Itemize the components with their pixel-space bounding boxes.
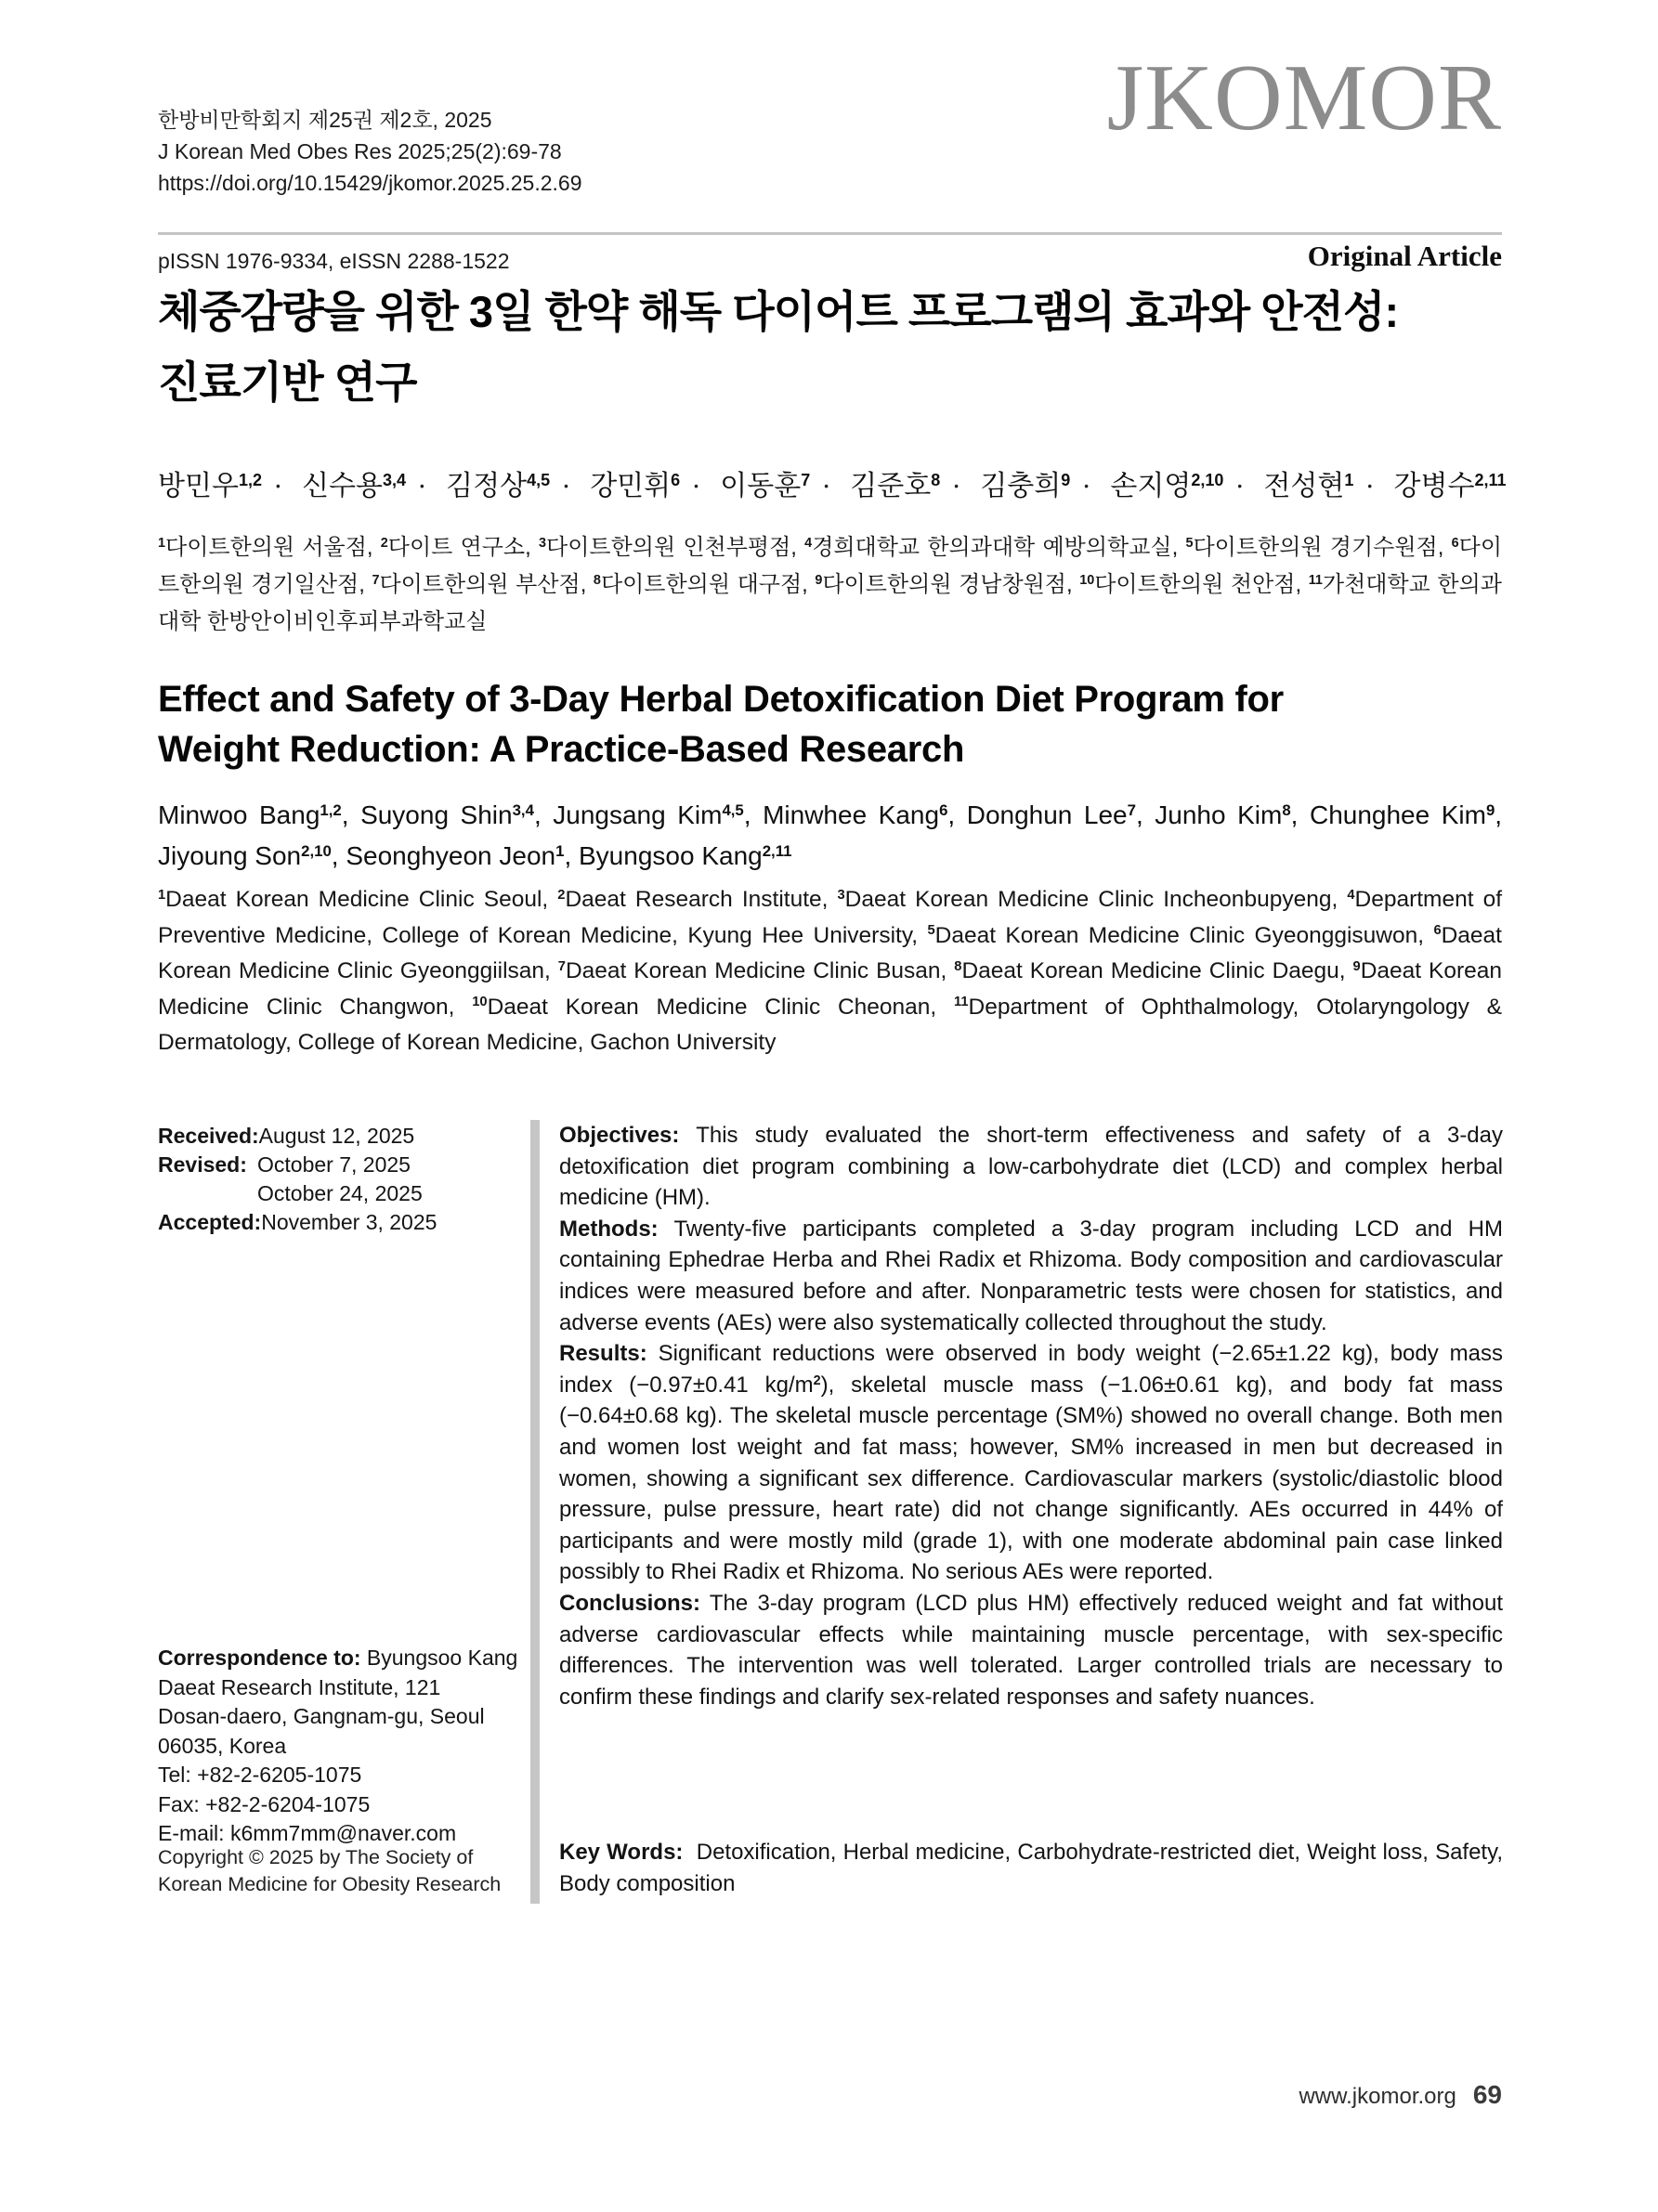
affiliation-number-superscript: 1 [158, 536, 166, 552]
abstract-section-label: Methods: [559, 1216, 659, 1242]
date-value: October 7, 2025 [257, 1152, 411, 1177]
affiliation-number-superscript: 9 [1352, 958, 1361, 974]
author-english: Chunghee Kim$^9$ , [1310, 800, 1502, 829]
date-label: Received: [158, 1124, 259, 1148]
journal-logo: JKOMOR [1106, 46, 1502, 150]
affiliation-korean: $^8$다이트한의원 대구점, [593, 572, 816, 597]
abstract-section-label: Objectives: [559, 1123, 680, 1148]
affiliation-number-superscript: 10 [472, 995, 488, 1010]
date-row [158, 1151, 525, 1179]
author-english: Jiyoung Son$^{2,10}$ , [158, 841, 346, 870]
keywords-label: Key Words: [559, 1840, 684, 1865]
date-label: Accepted: [158, 1210, 262, 1234]
affiliation-korean: $^9$다이트한의원 경남창원점, [815, 572, 1080, 597]
affiliation-number-superscript: 1 [158, 887, 166, 903]
correspondence-address-line: Dosan-daero, Gangnam-gu, Seoul [158, 1704, 485, 1728]
abstract-section-text: Significant reductions were observed in body weight (−2.65±1.22 kg), body mass index (−0.97±0.41 $kg/m^2$), skeletal muscle mass (−1.06±0.61 kg), and body fat mass (−0.64±0.68 kg). The skeletal muscle percentage (SM%) showed no overall change. Both men and women lost weight and fat mass; however, SM% increased in men but decreased in women, showing a significant sex difference. Cardiovascular markers (systolic/diastolic blood pressure, pulse pressure, heart rate) did not change significantly. AEs occurred in 44% of participants and were mostly mild (grade 1), with one moderate abdominal pain case linked possibly to Rhei Radix et Rhizoma. No serious AEs were reported. [559, 1341, 1504, 1585]
article-title-korean [158, 277, 1514, 418]
author-affiliation-superscript: 2,10 [1191, 471, 1224, 490]
correspondence-heading [158, 1644, 528, 1673]
abstract-section [559, 1588, 1503, 1712]
affiliation-number-superscript: 6 [1433, 923, 1442, 939]
author-affiliation-superscript: 8 [931, 471, 941, 490]
affiliation-english: $^7$Daeat Korean Medicine Clinic Busan, [557, 958, 955, 983]
author-affiliation-superscript: 1 [555, 841, 565, 860]
correspondence-address-line: Daeat Research Institute, 121 [158, 1674, 441, 1699]
author-affiliation-superscript: 1 [1344, 471, 1354, 490]
author-english: Byungsoo Kang$^{2,11}$ [579, 841, 792, 870]
author-english: Suyong Shin$^{3,4}$ , [360, 800, 553, 829]
author-affiliation-superscript: 4,5 [722, 800, 744, 819]
abstract-section-text: Twenty-five participants completed a 3-day program including LCD and HM containing Ephedrae Herba and Rhei Radix et Rhizoma. Body composition and cardiovascular indices were measured before and after. Nonparametric tests were chosen for statistics, and adverse events (AEs) were also systematically collected throughout the study. [559, 1216, 1503, 1335]
date-value: November 3, 2025 [261, 1210, 437, 1234]
date-row [158, 1122, 525, 1151]
author-korean: 김정상$^{4,5}$ • [446, 471, 582, 501]
correspondence-block [158, 1644, 528, 1849]
doi-link[interactable]: https://doi.org/10.15429/jkomor.2025.25.2.69 [158, 171, 582, 195]
author-list-korean [158, 462, 1514, 503]
article-title-english [158, 674, 1440, 774]
author-affiliation-superscript: 7 [801, 471, 811, 490]
author-affiliation-superscript: 6 [939, 800, 948, 819]
affiliation-english: $^9$Daeat Korean Medicine Clinic Changwon, [158, 958, 1503, 1020]
author-affiliation-superscript: 2,10 [301, 841, 332, 860]
author-affiliation-superscript: 3,4 [383, 471, 407, 490]
affiliation-list-korean [158, 529, 1502, 641]
affiliation-number-superscript: 8 [954, 958, 962, 974]
author-english: Minwhee Kang$^6$ , [763, 800, 967, 829]
correspondence-fax: Fax: +82-2-6204-1075 [158, 1791, 371, 1816]
correspondence-address [158, 1673, 528, 1762]
affiliation-english: $^1$Daeat Korean Medicine Clinic Seoul, [158, 887, 558, 912]
footer-url[interactable]: www.jkomor.org [1299, 2084, 1456, 2109]
affiliation-english: $^{10}$Daeat Korean Medicine Clinic Cheonan, [472, 994, 955, 1020]
affiliation-number-superscript: 11 [954, 995, 969, 1010]
author-english: Minwoo Bang$^{1,2}$ , [158, 800, 360, 829]
abstract-section-label: Results: [559, 1341, 647, 1367]
affiliation-number-superscript: 8 [593, 573, 601, 589]
date-row [158, 1208, 525, 1237]
author-list-english [158, 795, 1502, 877]
journal-citation: J Korean Med Obes Res 2025;25(2):69-78 [158, 139, 562, 163]
affiliation-korean: $^6$다이트한의원 경기일산점, [158, 535, 1503, 597]
author-affiliation-superscript: 9 [1485, 800, 1495, 819]
keywords-text: Detoxification, Herbal medicine, Carbohydrate-restricted diet, Weight loss, Safety, Body composition [559, 1840, 1503, 1896]
affiliation-number-superscript: 2 [380, 536, 388, 552]
affiliation-number-superscript: 6 [1451, 536, 1459, 552]
abstract-section [559, 1120, 1503, 1214]
correspondence-address-line: 06035, Korea [158, 1733, 287, 1758]
date-value: October 24, 2025 [257, 1181, 423, 1205]
received-dates-block [158, 1122, 525, 1237]
author-english: Jungsang Kim$^{4,5}$ , [553, 800, 763, 829]
affiliation-english: $^2$Daeat Research Institute, [557, 887, 838, 912]
affiliation-number-superscript: 9 [815, 573, 823, 589]
abstract-block [559, 1120, 1503, 1712]
author-korean: 신수용$^{3,4}$ • [302, 471, 438, 501]
affiliation-english: $^8$Daeat Korean Medicine Clinic Daegu, [954, 958, 1353, 983]
affiliation-number-superscript: 3 [539, 536, 547, 552]
author-affiliation-superscript: 4,5 [527, 471, 551, 490]
affiliation-number-superscript: 11 [1308, 573, 1323, 589]
author-english: Donghun Lee$^7$ , [967, 800, 1155, 829]
affiliation-korean: $^5$다이트한의원 경기수원점, [1185, 535, 1452, 560]
affiliation-number-superscript: 4 [804, 536, 813, 552]
article-type-label: Original Article [1307, 240, 1502, 272]
author-affiliation-superscript: 2,11 [1474, 471, 1507, 490]
article-title-korean-line1: 체중감량을 위한 3일 한약 해독 다이어트 프로그램의 효과와 안전성: [158, 287, 1399, 336]
author-affiliation-superscript: 9 [1061, 471, 1071, 490]
affiliation-number-superscript: 5 [1185, 536, 1194, 552]
author-affiliation-superscript: 7 [1127, 800, 1136, 819]
author-korean: 강민휘$^6$ • [590, 471, 712, 501]
affiliation-number-superscript: 10 [1079, 573, 1095, 589]
author-korean: 강병수$^{2,11}$ [1393, 471, 1507, 501]
affiliation-korean: $^7$다이트한의원 부산점, [372, 572, 594, 597]
date-label [158, 1179, 257, 1208]
affiliation-english: $^6$Daeat Korean Medicine Clinic Gyeonggiilsan, [158, 922, 1502, 983]
affiliation-english: $^4$Department of Preventive Medicine, College of Korean Medicine, Kyung Hee University, [158, 887, 1502, 948]
author-korean: 방민우$^{1,2}$ • [158, 471, 294, 501]
author-affiliation-superscript: 8 [1282, 800, 1291, 819]
affiliation-korean: $^{11}$가천대학교 한의과대학 한방안이비인후피부과학교실 [158, 572, 1502, 634]
author-korean: 김충희$^9$ • [980, 471, 1103, 501]
author-affiliation-superscript: 1,2 [238, 471, 262, 490]
article-title-english-line2: Weight Reduction: A Practice-Based Research [158, 729, 965, 770]
author-english: Junho Kim$^8$ , [1155, 800, 1310, 829]
affiliation-english: $^3$Daeat Korean Medicine Clinic Incheonbupyeng, [837, 887, 1348, 912]
author-affiliation-superscript: 3,4 [512, 800, 534, 819]
affiliation-english: $^{11}$Department of Ophthalmology, Otolaryngology & Dermatology, College of Korean Medicine, Gachon University [158, 994, 1502, 1055]
abstract-section-label: Conclusions: [559, 1590, 701, 1616]
affiliation-korean: $^{10}$다이트한의원 천안점, [1079, 572, 1309, 597]
affiliation-number-superscript: 7 [372, 573, 380, 589]
correspondence-label: Correspondence to: [158, 1646, 361, 1670]
affiliation-korean: $^3$다이트한의원 인천부평점, [539, 535, 805, 560]
author-affiliation-superscript: 2,11 [762, 841, 792, 860]
page-number: 69 [1472, 2080, 1502, 2109]
author-korean: 손지영$^{2,10}$ • [1110, 471, 1256, 501]
abstract-section [559, 1338, 1503, 1588]
date-label: Revised: [158, 1152, 247, 1177]
article-title-korean-line2: 진료기반 연구 [158, 358, 417, 407]
article-title-english-line1: Effect and Safety of 3-Day Herbal Detoxification Diet Program for [158, 679, 1284, 720]
author-korean: 이동훈$^7$ • [720, 471, 842, 501]
correspondence-email[interactable]: E-mail: k6mm7mm@naver.com [158, 1821, 457, 1845]
issn-text: pISSN 1976-9334, eISSN 2288-1522 [158, 249, 510, 273]
keywords-block [559, 1837, 1503, 1900]
affiliation-number-superscript: 2 [557, 887, 566, 903]
date-value: August 12, 2025 [258, 1124, 415, 1148]
footer [1299, 2080, 1502, 2110]
correspondence-name: Byungsoo Kang [366, 1646, 518, 1670]
affiliation-number-superscript: 4 [1347, 887, 1355, 903]
affiliation-number-superscript: 5 [927, 923, 935, 939]
correspondence-tel: Tel: +82-2-6205-1075 [158, 1763, 362, 1787]
affiliation-english: $^5$Daeat Korean Medicine Clinic Gyeonggisuwon, [927, 922, 1434, 948]
affiliation-number-superscript: 7 [557, 958, 566, 974]
journal-info-block [158, 104, 582, 199]
affiliation-number-superscript: 3 [837, 887, 845, 903]
affiliation-korean: $^4$경희대학교 한의과대학 예방의학교실, [804, 535, 1186, 560]
author-korean: 김준호$^8$ • [850, 471, 973, 501]
column-divider [530, 1120, 540, 1904]
author-affiliation-superscript: 1,2 [320, 800, 342, 819]
header-divider [158, 232, 1502, 235]
author-korean: 전성현$^1$ • [1263, 471, 1386, 501]
author-english: Seonghyeon Jeon$^1$ , [346, 841, 579, 870]
abstract-section [559, 1214, 1503, 1338]
affiliation-korean: $^1$다이트한의원 서울점, [158, 535, 381, 560]
affiliation-korean: $^2$다이트 연구소, [380, 535, 540, 560]
author-affiliation-superscript: 6 [671, 471, 681, 490]
date-row [158, 1179, 525, 1208]
copyright-notice: Copyright © 2025 by The Society of Korean Medicine for Obesity Research [158, 1846, 502, 1895]
abstract-section-text: The 3-day program (LCD plus HM) effectively reduced weight and fat without adverse cardiovascular effects while maintaining muscle percentage, with sex-specific differences. The intervention was well tolerated. Larger controlled trials are necessary to confirm these findings and clarify sex-related responses and safety nuances. [559, 1590, 1504, 1710]
affiliation-list-english [158, 882, 1502, 1061]
journal-title-korean: 한방비만학회지 제25권 제2호, 2025 [158, 108, 492, 132]
abstract-section-text: This study evaluated the short-term effectiveness and safety of a 3-day detoxification diet program combining a low-carbohydrate diet (LCD) and complex herbal medicine (HM). [559, 1123, 1504, 1211]
